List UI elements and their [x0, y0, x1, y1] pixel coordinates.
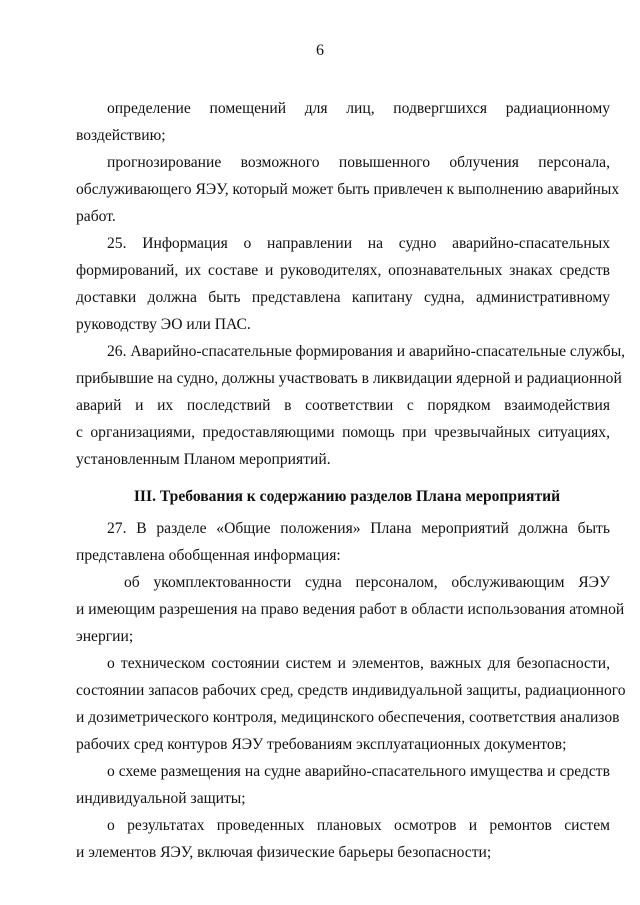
paragraph-room-definition: [76, 95, 610, 149]
paragraph-line: прибывшие на судно, должны участвовать в ликвидации ядерной и радиационной: [76, 370, 622, 387]
paragraph-line: воздействию;: [76, 127, 166, 144]
paragraph-line: и имеющим разрешения на право ведения работ в области использования атомной: [76, 601, 625, 618]
paragraph-exposure-forecast: [76, 149, 620, 230]
paragraph-line: аварий и их последствий в соответствии с порядком взаимодействия: [76, 397, 610, 414]
paragraph-line: представлена обобщенная информация:: [76, 547, 341, 564]
paragraph-line: о схеме размещения на судне аварийно-спасательного имущества и средств: [107, 763, 610, 780]
paragraph-line: работ.: [76, 208, 116, 225]
paragraph-item-25: [76, 230, 610, 338]
paragraph-line: руководству ЭО или ПАС.: [76, 316, 251, 333]
paragraph-line: 25. Информация о направлении на судно аварийно-спасательных: [107, 235, 610, 252]
paragraph-line: о техническом состоянии систем и элементов, важных для безопасности,: [107, 655, 610, 672]
paragraph-line: и дозиметрического контроля, медицинского обеспечения, соответствия анализов: [76, 709, 620, 726]
paragraph-staffing: [76, 569, 625, 650]
paragraph-line: и элементов ЯЭУ, включая физические барьеры безопасности;: [76, 844, 492, 861]
paragraph-line: энергии;: [76, 628, 134, 645]
paragraph-line: с организациями, предоставляющими помощь при чрезвычайных ситуациях,: [76, 424, 610, 441]
paragraph-line: о результатах проведенных плановых осмотров и ремонтов систем: [107, 817, 610, 834]
paragraph-line: рабочих сред контуров ЯЭУ требованиям эксплуатационных документов;: [76, 736, 567, 753]
paragraph-line: индивидуальной защиты;: [76, 790, 246, 807]
page-number: 6: [316, 42, 324, 59]
paragraph-line: формирований, их составе и руководителях, опознавательных знаках средств: [76, 262, 610, 279]
paragraph-line: прогнозирование возможного повышенного облучения персонала,: [107, 154, 610, 171]
paragraph-item-27: [76, 515, 610, 569]
paragraph-line: определение помещений для лиц, подвергшихся радиационному: [107, 100, 610, 117]
document-body: [76, 95, 626, 866]
paragraph-line: 26. Аварийно-спасательные формирования и аварийно-спасательные службы,: [107, 343, 626, 360]
paragraph-line: обслуживающего ЯЭУ, который может быть привлечен к выполнению аварийных: [76, 181, 620, 198]
paragraph-line: 27. В разделе «Общие положения» Плана мероприятий должна быть: [107, 520, 610, 537]
section-heading: III. Требования к содержанию разделов Плана мероприятий: [133, 488, 561, 505]
paragraph-inspection-results: [76, 812, 610, 866]
paragraph-line: об укомплектованности судна персоналом, обслуживающим ЯЭУ: [124, 574, 610, 591]
paragraph-line: состоянии запасов рабочих сред, средств индивидуальной защиты, радиационного: [76, 682, 626, 699]
paragraph-equipment-layout: [76, 758, 610, 812]
paragraph-item-26: [76, 338, 626, 473]
paragraph-technical-condition: [76, 650, 626, 758]
paragraph-line: установленным Планом мероприятий.: [76, 451, 331, 468]
paragraph-line: доставки должна быть представлена капитану судна, административному: [76, 289, 610, 306]
